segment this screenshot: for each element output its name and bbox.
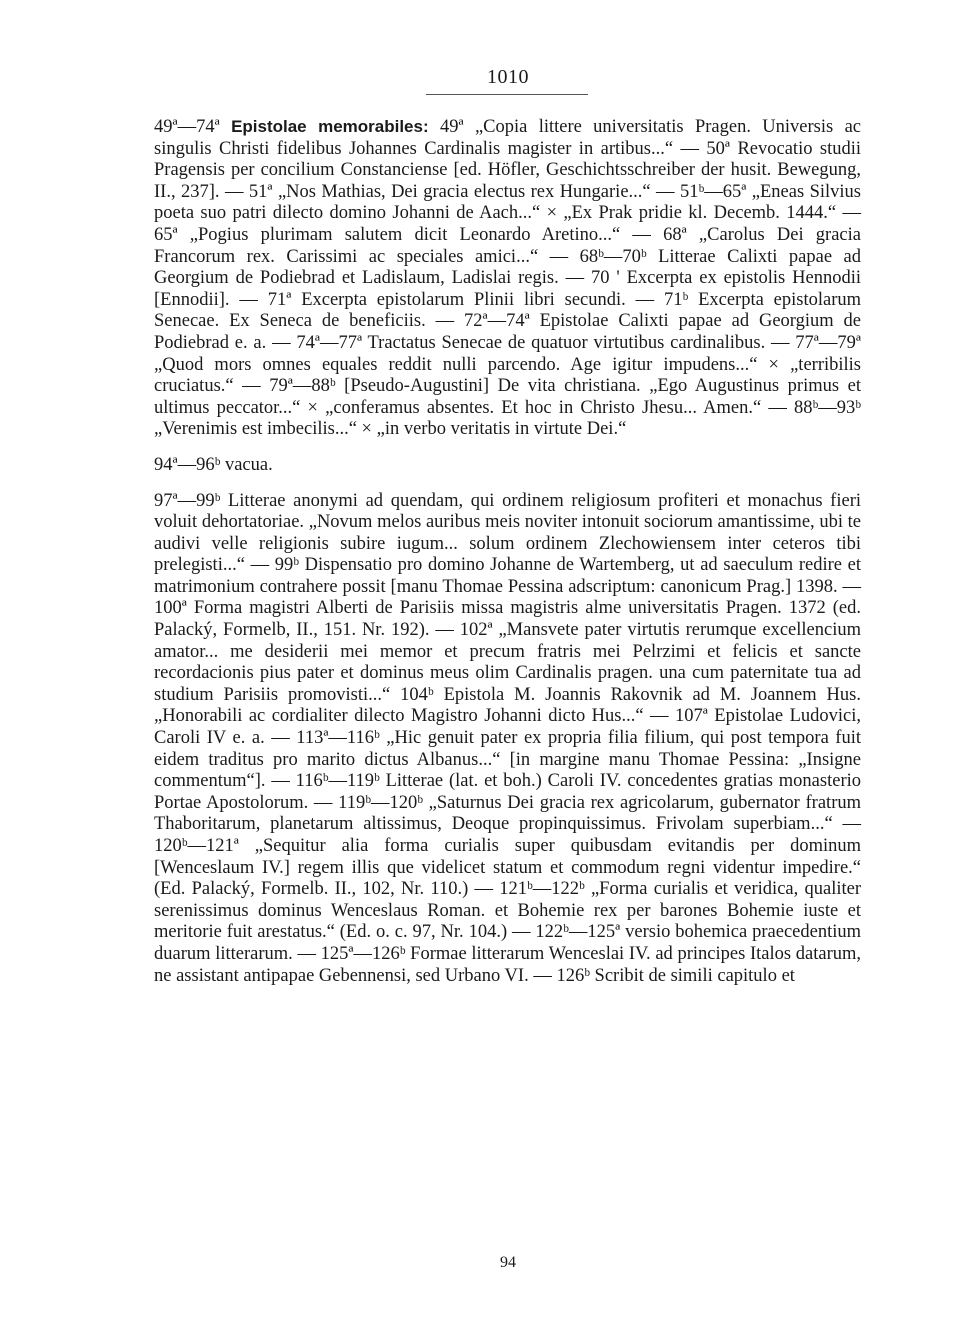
catalogue-entry bbox=[154, 116, 861, 987]
folio-range: 49ª—74ª bbox=[154, 117, 232, 137]
section-heading: Epistolae memorabiles: bbox=[231, 117, 429, 136]
header-rule bbox=[426, 94, 588, 95]
paragraph-text: 49ª „Copia littere universitatis Pragen. Universis ac singulis Christi fidelibus Johannes Cardinalis magister in artibus...“ — 50ª Revocatio studii Pragensis per concilium Constanciense [ed. Höfler, Geschichtsschreiber der husit. Bewegung, II., 237]. — 51ª „Nos Mathias, Dei gracia electus rex Hungarie...“ — 51ᵇ—65ª „Eneas Silvius poeta suo patri dilecto domino Johanni de Aach...“ × „Ex Prak pridie kl. Decemb. 1444.“ — 65ª „Pogius plurimam salutem dicit Leonardo Aretino...“ — 68ª „Carolus Dei gracia Francorum rex. Carissimi ac speciales amici...“ — 68ᵇ—70ᵇ Litterae Calixti papae ad Georgium de Podiebrad et Ladislaum, Ladislai regis. — 70 ' Excerpta ex epistolis Hennodii [Ennodii]. — 71ª Excerpta epistolarum Plinii libri secundi. — 71ᵇ Excerpta epistolarum Senecae. Ex Seneca de beneficiis. — 72ª—74ª Epistolae Calixti papae ad Georgium de Podiebrad e. a. — 74ª—77ª Tractatus Senecae de quatuor virtutibus cardinalibus. — 77ª—79ª „Quod mors omnes equales reddit nulli parcendo. Age igitur impudens...“ × „terribilis cruciatus.“ — 79ª—88ᵇ [Pseudo-Augustini] De vita christiana. „Ego Augustinus primus et ultimus peccator...“ × „conferamus absentes. Et hoc in Christo Jhesu... Amen.“ — 88ᵇ—93ᵇ „Verenimis est imbecilis...“ × „in verbo veritatis in virtute Dei.“ bbox=[154, 117, 861, 440]
paragraph-epistolae-memorabiles bbox=[154, 116, 861, 441]
footer-folio-number: 94 bbox=[500, 1254, 516, 1271]
paragraph-text: 94ª—96ᵇ vacua. bbox=[154, 454, 273, 475]
paragraph-litterae-anonymi bbox=[154, 491, 861, 988]
paragraph-vacua bbox=[154, 455, 861, 477]
page-number: 1010 bbox=[487, 66, 529, 88]
paragraph-text: 97ª—99ᵇ Litterae anonymi ad quendam, qui ordinem religiosum profiteri et monachus fieri voluit dehortatoriae. „Novum melos auribus meis noviter intonuit sociorum amantissime, ubi te audivi velle religionis subire iugum... solum ordinem Zlechowiensem inter ceteros tibi prelegisti...“ — 99ᵇ Dispensatio pro domino Johanne de Wartemberg, ut ad saeculum redire et matrimonium contrahere possit [manu Thomae Pessina adscriptum: canonicum Prag.] 1398. — 100ª Forma magistri Alberti de Parisiis missa magistris alme universitatis Pragen. 1372 (ed. Palacký, Formelb, II., 151. Nr. 192). — 102ª „Mansvete pater virtutis rerumque excellencium amator... me desiderii mei memor et precum fratris mei Pelrzimi et felicis et sancte recordacionis pius pater et dominus meus olim Cardinalis pragen. una cum paternitate tua ad studium Parisiis promovisti...“ 104ᵇ Epistola M. Joannis Rakovnik ad M. Joannem Hus. „Honorabili ac cordialiter dilecto Magistro Johanni dicto Hus...“ — 107ª Epistolae Ludovici, Caroli IV e. a. — 113ª—116ᵇ „Hic genuit pater ex propria filia filium, qui post tempora fuit eidem traditus pro marito dictus Albanus...“ [in margine manu Thomae Pessina: „Insigne commentum“]. — 116ᵇ—119ᵇ Litterae (lat. et boh.) Caroli IV. concedentes gratias monasterio Portae Apostolorum. — 119ᵇ—120ᵇ „Saturnus Dei gracia rex agricolarum, gubernator fratrum Thaboritarum, planetarum altissimus, Deoque propinquissimus. Frivolam superbiam...“ — 120ᵇ—121ª „Sequitur alia forma curialis super quibusdam evitandis per dominum [Wenceslaum IV.] regem illis que videlicet statum et commodum regni videntur impedire.“ (Ed. Palacký, Formelb. II., 102, Nr. 110.) — 121ᵇ—122ᵇ „Forma curialis et veridica, qualiter serenissimus dominus Wenceslaus Roman. et Bohemie rex per barones Bohemie iuste et meritorie fuit arestatus.“ (Ed. o. c. 97, Nr. 104.) — 122ᵇ—125ª versio bohemica praecedentium duarum litterarum. — 125ª—126ᵇ Formae litterarum Wenceslai IV. ad principes Italos datarum, ne assistant antipapae Gebennensi, sed Urbano VI. — 126ᵇ Scribit de simili capitulo et bbox=[154, 490, 861, 986]
